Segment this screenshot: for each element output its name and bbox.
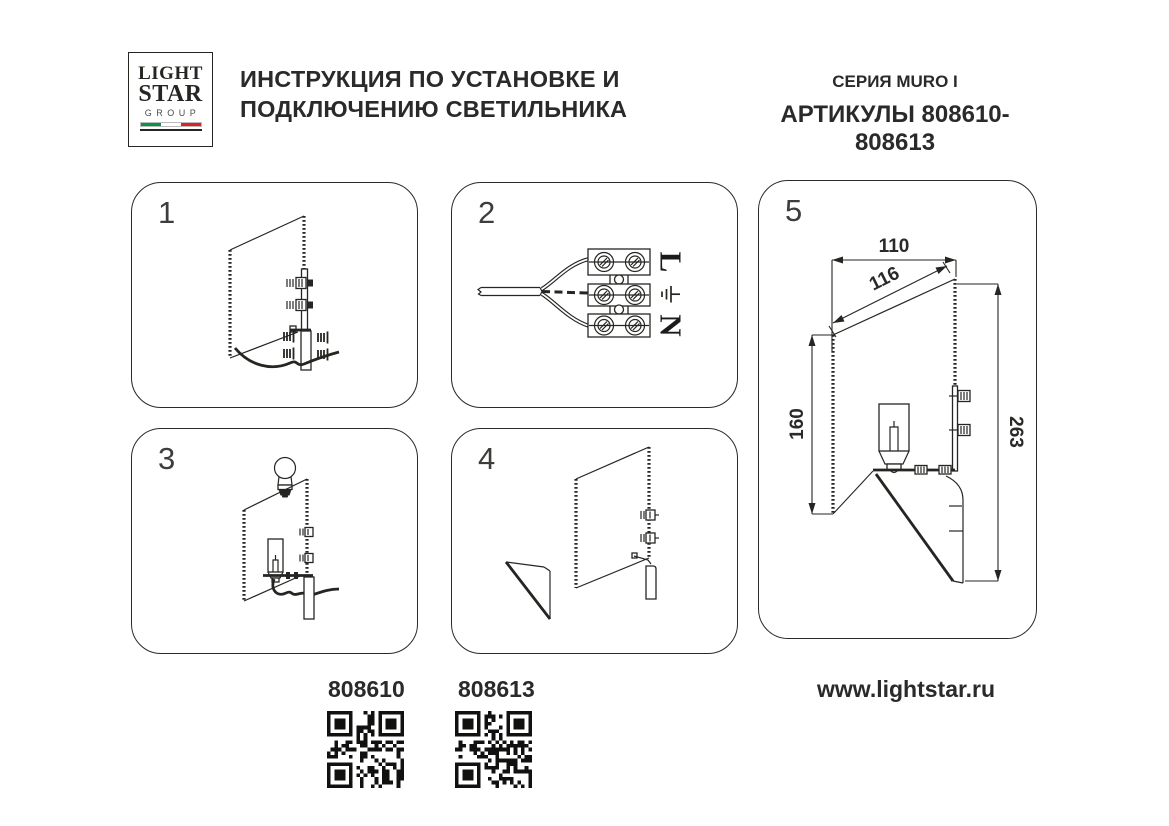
neutral-label: N xyxy=(653,314,689,337)
step-2-drawing xyxy=(452,183,739,409)
screw-icon xyxy=(300,554,313,563)
dimension-left-height xyxy=(787,335,833,514)
glass-shade xyxy=(876,474,963,583)
live-label: L xyxy=(653,251,689,273)
bridge-hole xyxy=(615,305,624,314)
cable xyxy=(478,288,542,296)
screw-icon xyxy=(641,533,659,543)
screw-icon xyxy=(641,510,659,520)
screw-icon xyxy=(287,300,313,311)
title-line-1: ИНСТРУКЦИЯ ПО УСТАНОВКЕ И xyxy=(240,66,620,92)
step-4-drawing xyxy=(452,429,739,655)
italian-flag-icon xyxy=(140,122,202,127)
qr-code-left xyxy=(327,711,404,788)
terminal-block xyxy=(588,249,650,275)
dimension-diagonal xyxy=(829,262,950,337)
title-line-2: ПОДКЛЮЧЕНИЮ СВЕТИЛЬНИКА xyxy=(240,96,628,122)
series-label: СЕРИЯ MURO I xyxy=(832,72,958,91)
logo-word-light: LIGHT xyxy=(138,63,203,84)
screw-icon xyxy=(284,348,294,360)
step-number: 4 xyxy=(478,441,496,476)
dim-263-label: 263 xyxy=(1005,416,1026,448)
website-url: www.lightstar.ru xyxy=(817,676,996,702)
step-3-panel xyxy=(131,428,418,654)
step-number: 5 xyxy=(785,193,803,228)
screw-icon xyxy=(318,332,328,344)
stem-tube xyxy=(304,577,314,619)
glass-shade xyxy=(506,562,550,619)
article-number-left: 808610 xyxy=(328,676,405,702)
qr-code-right xyxy=(455,711,532,788)
ground-icon xyxy=(662,286,680,303)
lightstar-logo xyxy=(128,52,213,147)
step-5-drawing xyxy=(759,181,1038,640)
page-title xyxy=(240,64,627,124)
logo-word-group: GROUP xyxy=(144,108,201,118)
dimension-top-width xyxy=(832,236,956,351)
articles-label: АРТИКУЛЫ 808610-808613 xyxy=(780,101,1010,156)
bulb-icon xyxy=(275,458,296,498)
step-3-drawing xyxy=(132,429,419,655)
step-5-panel xyxy=(758,180,1037,639)
step-2-panel xyxy=(451,182,738,408)
lamp-socket xyxy=(879,404,909,473)
wire-neutral xyxy=(542,294,589,326)
screw-icon xyxy=(915,466,927,475)
terminal-block xyxy=(588,284,650,306)
step-4-panel xyxy=(451,428,738,654)
screw-icon xyxy=(287,278,313,289)
dim-116-label: 116 xyxy=(866,262,903,296)
wire-live xyxy=(542,259,589,289)
mounting-bracket xyxy=(953,386,958,471)
wall-panel xyxy=(576,447,649,588)
step-number: 2 xyxy=(478,195,496,230)
header-right xyxy=(745,72,1045,157)
step-number: 3 xyxy=(158,441,176,476)
step-1-panel xyxy=(131,182,418,408)
screw-icon xyxy=(300,528,313,537)
dim-160-label: 160 xyxy=(787,408,808,440)
bridge-hole xyxy=(615,275,624,284)
terminal-block xyxy=(588,314,650,337)
step-1-drawing xyxy=(132,183,419,409)
dim-110-label: 110 xyxy=(878,236,910,257)
logo-underline xyxy=(140,129,202,131)
article-number-right: 808613 xyxy=(458,676,535,702)
screw-icon xyxy=(939,466,951,475)
logo-word-star: STAR xyxy=(138,81,203,107)
stem-tube xyxy=(646,566,656,599)
step-number: 1 xyxy=(158,195,176,230)
